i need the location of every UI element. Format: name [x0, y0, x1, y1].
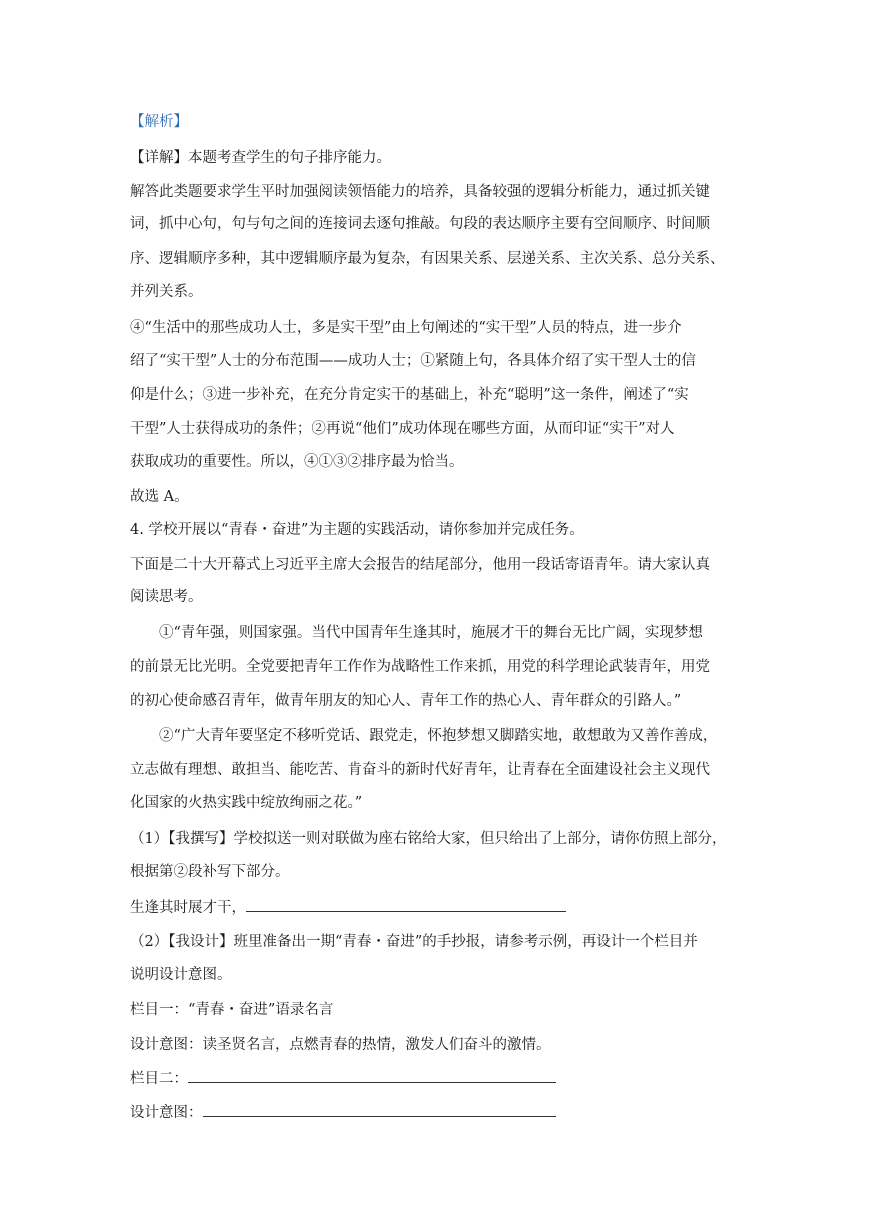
task-1-line: （1）【我撰写】学校拟送一则对联做为座右铭给大家，但只给出了上部分，请你仿照上部分， [130, 831, 727, 847]
task-1-line: 根据第②段补写下部分。 [130, 864, 290, 880]
couplet-upper: 生逢其时展才干， [130, 900, 246, 916]
design-intent-2-answer-blank[interactable] [203, 1102, 556, 1117]
paragraph-line: 词，抓中心句，句与句之间的连接词去逐句推敲。句段的表达顺序主要有空间顺序、时间顺 [130, 216, 710, 232]
task-2-line: 说明设计意图。 [130, 967, 232, 983]
paragraph-line: 解答此类题要求学生平时加强阅读领悟能力的培养，具备较强的逻辑分析能力，通过抓关键 [130, 184, 710, 200]
question-4-title: 4. 学校开展以“青春・奋进”为主题的实践活动，请你参加并完成任务。 [130, 522, 584, 538]
quote-2-line: 立志做有理想、敢担当、能吃苦、肯奋斗的新时代好青年，让青春在全面建设社会主义现代 [130, 762, 710, 778]
paragraph-line: 仰是什么；③进一步补充，在充分肯定实干的基础上，补充“聪明”这一条件，阐述了“实 [130, 387, 689, 403]
paragraph-line: 干型”人士获得成功的条件；②再说“他们”成功体现在哪些方面，从而印证“实干”对人 [130, 421, 675, 437]
paragraph-line: 序、逻辑顺序多种，其中逻辑顺序最为复杂，有因果关系、层递关系、主次关系、总分关系、 [130, 251, 725, 267]
paragraph-line: ④“生活中的那些成功人士，多是实干型”由上句阐述的“实干型”人员的特点，进一步介 [130, 320, 682, 336]
column-1-line: 栏目一：“青春・奋进”语录名言 [130, 1002, 334, 1018]
design-intent-2-label: 设计意图： [130, 1105, 203, 1121]
design-intent-2-line [130, 1102, 742, 1122]
quote-1-line: 的前景无比光明。全党要把青年工作作为战略性工作来抓，用党的科学理论武装青年，用党 [130, 659, 710, 675]
column-2-line [130, 1068, 742, 1088]
quote-1-line: ①“青年强，则国家强。当代中国青年生逢其时，施展才干的舞台无比广阔，实现梦想 [159, 625, 703, 641]
quote-2-line: ②“广大青年要坚定不移听党话、跟党走，怀抱梦想又脚踏实地，敢想敢为又善作善成， [159, 728, 718, 744]
detail-heading-line: 【详解】本题考查学生的句子排序能力。 [130, 150, 391, 166]
analysis-heading: 【解析】 [130, 114, 188, 130]
paragraph-line: 获取成功的重要性。所以，④①③②排序最为恰当。 [130, 454, 464, 470]
task-2-line: （2）【我设计】班里准备出一期“青春・奋进”的手抄报，请参考示例，再设计一个栏目并 [130, 934, 698, 950]
column-2-answer-blank[interactable] [188, 1068, 556, 1083]
paragraph-line: 绍了“实干型”人士的分布范围——成功人士；①紧随上句，各具体介绍了实干型人士的信 [130, 353, 696, 369]
design-intent-1-line: 设计意图：读圣贤名言，点燃青春的热情，激发人们奋斗的激情。 [130, 1037, 551, 1053]
couplet-line [130, 897, 742, 917]
couplet-answer-blank[interactable] [246, 897, 566, 912]
paragraph-line: 并列关系。 [130, 284, 203, 300]
answer-line: 故选 A。 [130, 489, 189, 505]
quote-1-line: 的初心使命感召青年，做青年朋友的知心人、青年工作的热心人、青年群众的引路人。” [130, 693, 682, 709]
paragraph-line: 阅读思考。 [130, 589, 203, 605]
paragraph-line: 下面是二十大开幕式上习近平主席大会报告的结尾部分，他用一段话寄语青年。请大家认真 [130, 557, 710, 573]
quote-2-line: 化国家的火热实践中绽放绚丽之花。” [130, 795, 363, 811]
column-2-label: 栏目二： [130, 1071, 188, 1087]
